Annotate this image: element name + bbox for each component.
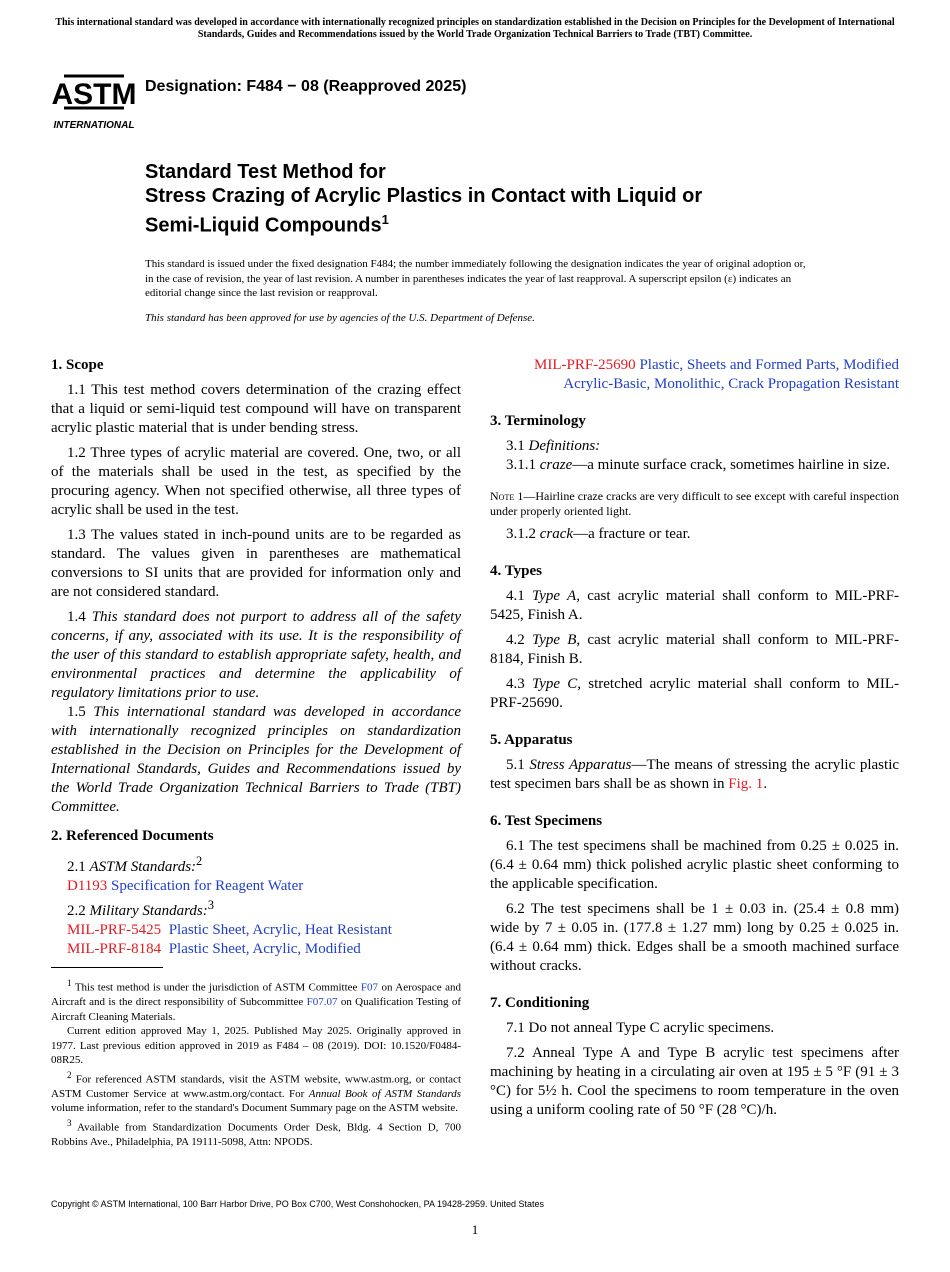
para-1-4: 1.4 This standard does not purport to address all of the safety concerns, if any, associated with its use. It is the responsibility of the user of this standard to establish appropriate safety, health, and environmental practices and determine the applicability of regulatory limitations prior to use. xyxy=(51,609,462,701)
astm-logo xyxy=(52,56,136,132)
footnotes xyxy=(51,976,461,1149)
para-1-2: 1.2 Three types of acrylic material are covered. One, two, or all of the materials shall be used in the test, as specified by the procuring agency. When not specified otherwise, all three types of acrylic shall be used in the test. xyxy=(51,445,461,518)
right-column xyxy=(490,356,899,1120)
dod-approval: This standard has been approved for use by agencies of the U.S. Department of Defense. xyxy=(145,312,535,324)
para-1-5: 1.5 This international standard was developed in accordance with internationally recognized principles on standardization established in the Decision on Principles for the Development of International Standards, Guides and Recommendations issued by the World Trade Organization Technical Barriers to Trade (TBT) Committee. xyxy=(51,704,462,815)
specimens-heading: 6. Test Specimens xyxy=(490,813,603,829)
title-line-1: Standard Test Method for xyxy=(145,161,386,183)
astm-standards-label: 2.1 ASTM Standards:$^2$ xyxy=(67,854,203,875)
subcommittee-link[interactable]: F07.07 xyxy=(306,996,338,1009)
conditioning-heading: 7. Conditioning xyxy=(490,995,590,1011)
footnote-rule xyxy=(51,967,163,968)
issued-statement: This standard is issued under the fixed designation F484; the number immediately following the designation indicates the year of original adoption or, in the case of revision, the year of last revision. A number in parentheses indicates the year of last reapproval. A superscript epsilon (ε) indicates an editorial change since the last revision or reapproval. xyxy=(145,258,806,299)
footnote-2: $^2$ For referenced ASTM standards, visit the ASTM website, www.astm.org, or contact ASTM Customer Service at www.astm.org/contact. For Annual Book of ASTM Standards volume information, refer to the standard's Document Summary page on the ASTM website. xyxy=(51,1069,462,1115)
terminology-heading: 3. Terminology xyxy=(490,413,586,429)
para-7-2: 7.2 Anneal Type A and Type B acrylic test specimens after machining by heating in a circulating air oven at 195 ± 5 °F (91 ± 3 °C) for 5½ h. Cool the specimens to room temperature in the oven using a uniform cooling rate of 50 °F (28 °C)/h. xyxy=(490,1045,899,1118)
para-1-1: 1.1 This test method covers determination of the crazing effect that a liquid or semi-liquid test compound will have on transparent acrylic plastic material that is under bending stress. xyxy=(51,382,461,436)
para-4-2: 4.2 Type B, cast acrylic material shall conform to MIL-PRF-8184, Finish B. xyxy=(490,632,900,667)
footnote-1: $^1$ This test method is under the jurisdiction of ASTM Committee F07 on Aerospace and Aircraft and is the direct responsibility of Subcommittee F07.07 on Qualification Testing of Aircraft Cleaning Materials. xyxy=(51,978,462,1023)
ref-mil-prf-25690[interactable]: MIL-PRF-25690 Plastic, Sheets and Formed Parts, Modified Acrylic-Basic, Monolithic, Crack Propagation Resistant xyxy=(534,357,899,392)
designation: Designation: F484 − 08 (Reapproved 2025) xyxy=(145,78,467,95)
scope-heading: 1. Scope xyxy=(51,357,104,373)
referenced-heading: 2. Referenced Documents xyxy=(51,828,214,844)
footnote-3: $^3$ Available from Standardization Documents Order Desk, Bldg. 4 Section D, 700 Robbins Ave., Philadelphia, PA 19111-5098, Attn: NPODS. xyxy=(51,1117,461,1148)
logo-wordmark: INTERNATIONAL xyxy=(53,120,135,131)
fig-1-link[interactable]: Fig. 1 xyxy=(728,776,764,792)
para-7-1: 7.1 Do not anneal Type C acrylic specimens. xyxy=(506,1020,775,1036)
title-line-2: Stress Crazing of Acrylic Plastics in Contact with Liquid or xyxy=(145,185,703,207)
title-line-3: Semi-Liquid Compounds xyxy=(145,214,382,237)
para-3-1: 3.1 Definitions: xyxy=(506,438,601,454)
title-footnote-mark: 1 xyxy=(381,212,389,227)
para-4-1: 4.1 Type A, cast acrylic material shall conform to MIL-PRF-5425, Finish A. xyxy=(490,588,900,623)
para-4-3: 4.3 Type C, stretched acrylic material shall conform to MIL-PRF-25690. xyxy=(490,676,899,711)
top-notice: This international standard was developed in accordance with internationally recognized principles on standardization established in the Decision on Principles for the Development of International Standards, Guides and Recommendations issued by the World Trade Organization Technical Barriers to Trade (TBT) Committee. xyxy=(55,17,895,40)
para-6-1: 6.1 The test specimens shall be machined from 0.25 ± 0.025 in. (6.4 ± 0.64 mm) thick polished acrylic plastic sheet conforming to the applicable specification. xyxy=(490,838,899,892)
copyright: Copyright © ASTM International, 100 Barr Harbor Drive, PO Box C700, West Conshohocken, PA 19428-2959. United States xyxy=(51,1199,545,1209)
page-number: 1 xyxy=(471,1222,479,1237)
para-3-1-2: 3.1.2 crack—a fracture or tear. xyxy=(506,526,691,542)
committee-link[interactable]: F07 xyxy=(360,981,378,994)
ref-mil-prf-5425[interactable]: MIL-PRF-5425 Plastic Sheet, Acrylic, Heat Resistant xyxy=(67,922,392,938)
ref-mil-prf-8184[interactable]: MIL-PRF-8184 Plastic Sheet, Acrylic, Modified xyxy=(67,941,361,957)
para-5-1: 5.1 Stress Apparatus—The means of stressing the acrylic plastic test specimen bars shall be as shown in Fig. 1. xyxy=(490,757,900,792)
military-standards-label: 2.2 Military Standards:$^3$ xyxy=(67,898,214,919)
document-title xyxy=(145,160,845,238)
para-1-3: 1.3 The values stated in inch-pound units are to be regarded as standard. The values given in parentheses are mathematical conversions to SI units that are provided for information only and are not considered standard. xyxy=(51,527,461,600)
left-column xyxy=(51,356,461,1149)
para-6-2: 6.2 The test specimens shall be 1 ± 0.03 in. (25.4 ± 0.8 mm) wide by 7 ± 0.05 in. (177.8 ± 1.27 mm) long by 0.25 ± 0.025 in. (6.4 ± 0.64 mm) thick. Edges shall be a smooth machined surface without cracks. xyxy=(490,901,899,974)
apparatus-heading: 5. Apparatus xyxy=(490,732,573,748)
ref-d1193[interactable]: D1193 Specification for Reagent Water xyxy=(67,878,304,894)
logo-letters: ASTM xyxy=(52,78,136,111)
note-1: Note 1—Hairline craze cracks are very difficult to see except with careful inspection under properly oriented light. xyxy=(490,489,900,518)
types-heading: 4. Types xyxy=(490,563,542,579)
para-3-1-1: 3.1.1 craze—a minute surface crack, sometimes hairline in size. xyxy=(506,457,891,473)
footnote-1-edition: Current edition approved May 1, 2025. Published May 2025. Originally approved in 1977. Last previous edition approved in 2019 as F484 – 08 (2019). DOI: 10.1520/F0484-08R25. xyxy=(51,1025,461,1067)
